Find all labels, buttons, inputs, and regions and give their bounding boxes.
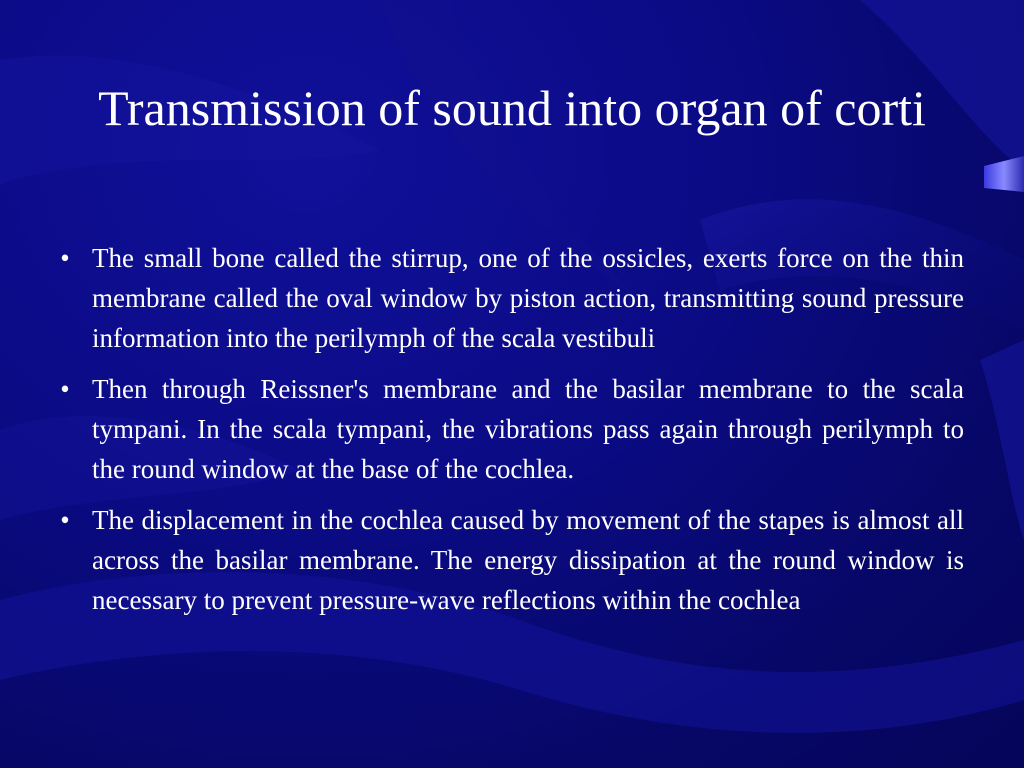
slide-title: Transmission of sound into organ of corti bbox=[98, 80, 926, 136]
accent-tab-shape bbox=[984, 156, 1024, 192]
bullet-item bbox=[52, 369, 964, 489]
bullet-list bbox=[52, 238, 964, 631]
bullet-item bbox=[52, 238, 964, 358]
bullet-item bbox=[52, 500, 964, 620]
bullet-marker: • bbox=[60, 243, 70, 273]
bullet-text: The displacement in the cochlea caused by movement of the stapes is almost all across the basilar membrane. The energy dissipation at the round window is necessary to prevent pressure-wave reflections within the cochlea bbox=[92, 505, 964, 615]
bullet-text: Then through Reissner's membrane and the basilar membrane to the scala tympani. In the scala tympani, the vibrations pass again through perilymph to the round window at the base of the cochlea. bbox=[92, 374, 964, 484]
bullet-marker: • bbox=[60, 505, 70, 535]
bullet-text: The small bone called the stirrup, one of the ossicles, exerts force on the thin membrane called the oval window by piston action, transmitting sound pressure information into the perilymph of the scala vestibuli bbox=[92, 243, 964, 353]
bullet-marker: • bbox=[60, 374, 70, 404]
